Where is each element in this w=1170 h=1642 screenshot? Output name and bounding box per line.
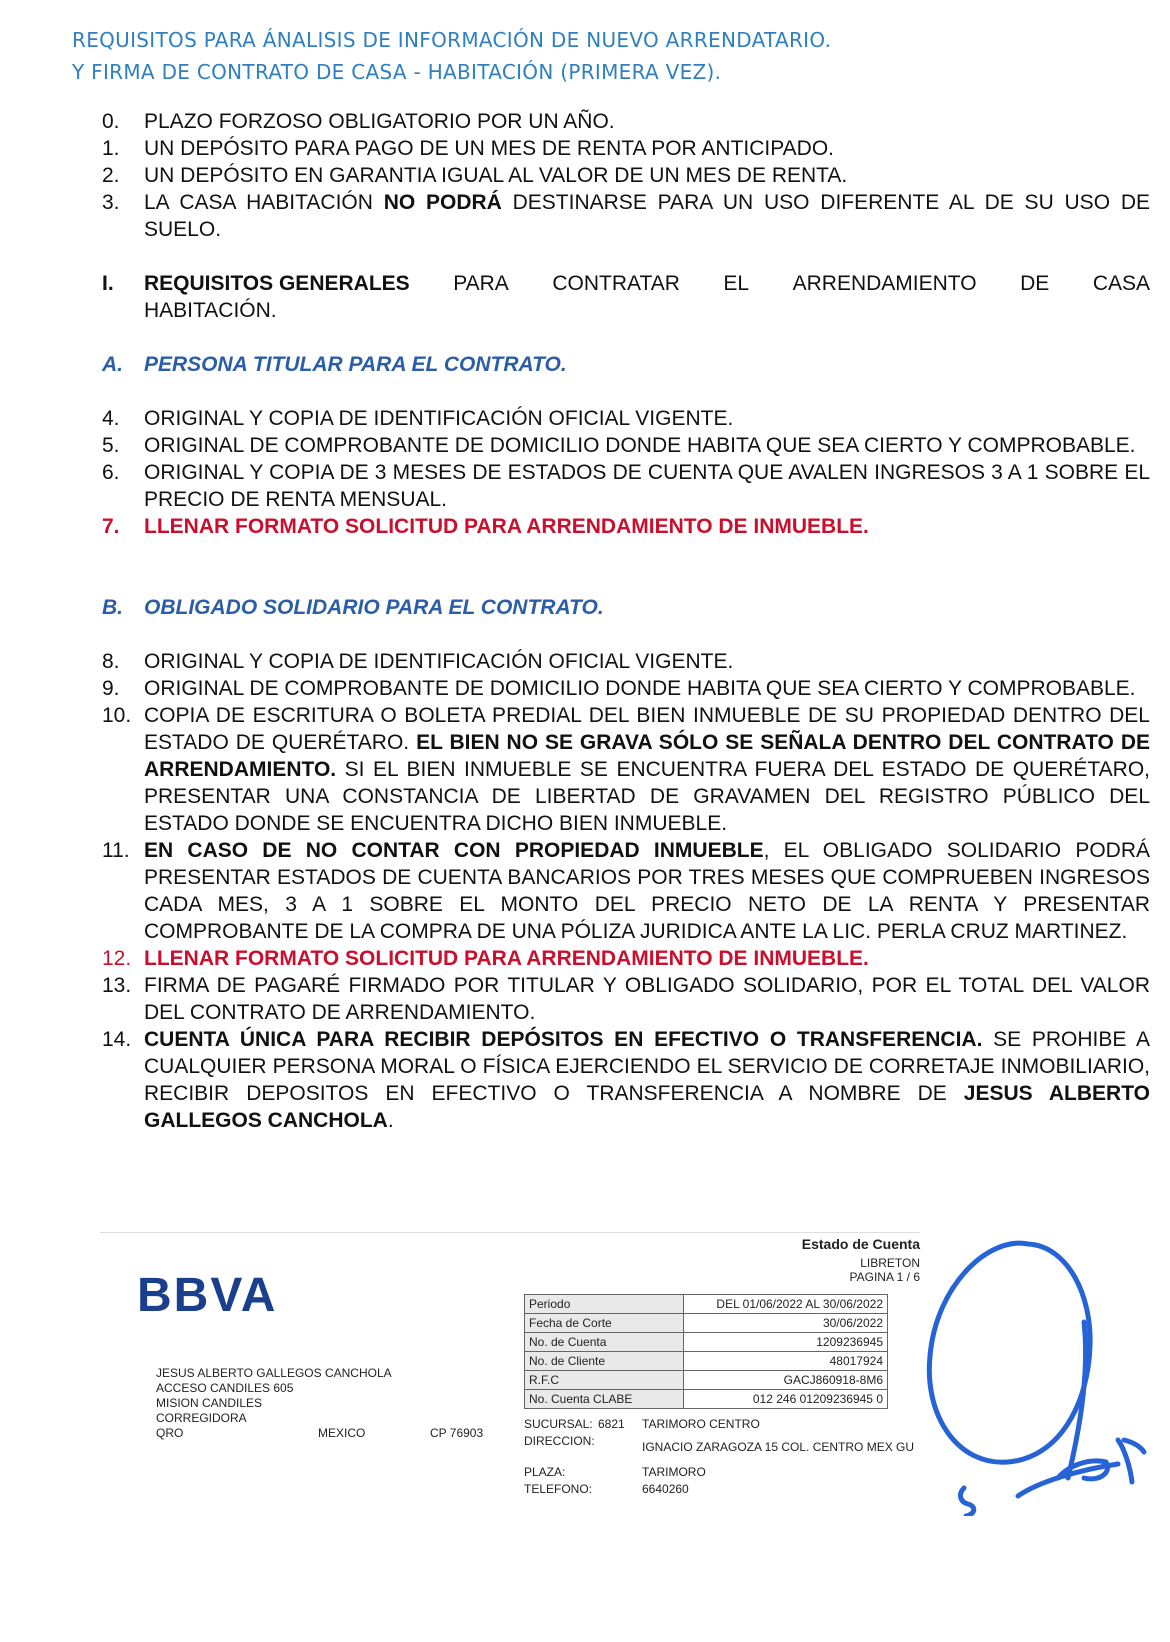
bold-segment: EL BIEN NO SE GRAVA SÓLO SE SEÑALA DENTRO DEL CONTRATO DE ARRENDAMIENTO. [144,731,1150,781]
list-item [0,1026,1170,1134]
list-item [0,405,1170,432]
section-title-text: OBLIGADO SOLIDARIO PARA EL CONTRATO. [144,596,604,619]
account-info-table [524,1294,888,1409]
row-value: 30/06/2022 [684,1314,888,1333]
row-label: No. de Cuenta [525,1333,684,1352]
item-text: FIRMA DE PAGARÉ FIRMADO POR TITULAR Y OBLIGADO SOLIDARIO, POR EL TOTAL DEL VALOR DEL CONTRATO DE ARRENDAMIENTO. [144,974,1150,1024]
item-text: ORIGINAL Y COPIA DE IDENTIFICACIÓN OFICIAL VIGENTE. [144,407,734,430]
phone-label: TELEFONO: [524,1482,593,1496]
plaza-label: PLAZA: [524,1465,566,1479]
item-text [144,1026,1150,1134]
item-number: 1. [102,137,120,160]
list-item [0,189,1170,243]
item-number: 5. [102,434,120,457]
holder-city: CORREGIDORA [156,1411,247,1425]
bold-segment: EN CASO DE NO CONTAR CON PROPIEDAD INMUEBLE [144,839,764,862]
item-number: 10. [102,704,132,727]
list-item [0,702,1170,837]
heading-word: ARRENDAMIENTO [792,272,977,295]
row-value: DEL 01/06/2022 AL 30/06/2022 [684,1295,888,1314]
heading-word: DE [1020,272,1050,295]
list-item [0,432,1170,459]
statement-title: Estado de Cuenta [801,1236,920,1252]
branch-number: 6821 [598,1417,625,1431]
branch-name: TARIMORO CENTRO [642,1417,760,1431]
row-value: 012 246 01209236945 0 [684,1390,888,1409]
bold-segment: NO PODRÁ [383,191,502,214]
table-row [525,1314,888,1333]
list-item-highlight [0,513,1170,540]
item-text: ORIGINAL DE COMPROBANTE DE DOMICILIO DONDE HABITA QUE SEA CIERTO Y COMPROBABLE. [144,434,1136,457]
phone-value: 6640260 [642,1482,689,1496]
row-label: No. Cuenta CLABE [525,1390,684,1409]
holder-postal-code: CP 76903 [430,1426,484,1440]
holder-state: QRO [156,1426,184,1440]
holder-colony: MISION CANDILES [156,1396,263,1410]
list-item [0,459,1170,513]
plaza-value: TARIMORO [642,1465,706,1479]
text-segment: SE PROHIBE A CUALQUIER PERSONA MORAL O FÍSICA EJERCIENDO EL SERVICIO DE CORRETAJE INMOBILIARIO, RECIBIR DEPOSITOS EN EFECTIVO O TRANSFERENCIA A NOMBRE DE [144,1028,1150,1105]
item-number: 7. [102,515,120,538]
list-item-highlight [0,945,1170,972]
item-number: 9. [102,677,120,700]
heading-word: PARA [453,272,509,295]
row-value: GACJ860918-8M6 [684,1371,888,1390]
item-text: PLAZO FORZOSO OBLIGATORIO POR UN AÑO. [144,110,615,133]
row-label: No. de Cliente [525,1352,684,1371]
item-number: 6. [102,461,120,484]
row-label: Fecha de Corte [525,1314,684,1333]
header-line-2: Y FIRMA DE CONTRATO DE CASA - HABITACIÓN (PRIMERA VEZ). [72,60,722,84]
section-b-title [0,594,1170,621]
row-label: R.F.C [525,1371,684,1390]
bold-segment: CUENTA ÚNICA PARA RECIBIR DEPÓSITOS EN EFECTIVO O TRANSFERENCIA. [144,1028,983,1051]
table-row [525,1352,888,1371]
header-line-1: REQUISITOS PARA ÁNALISIS DE INFORMACIÓN DE NUEVO ARRENDATARIO. [72,28,832,52]
item-number: 0. [102,110,120,133]
item-text [144,837,1150,945]
general-requirements-heading [0,270,1170,324]
item-text: UN DEPÓSITO EN GARANTIA IGUAL AL VALOR DE UN MES DE RENTA. [144,164,848,187]
document-header [72,24,831,88]
heading-word: EL [723,272,750,295]
address-label: DIRECCION: [524,1434,595,1448]
table-row [525,1295,888,1314]
list-item [0,108,1170,135]
item-text: ORIGINAL DE COMPROBANTE DE DOMICILIO DONDE HABITA QUE SEA CIERTO Y COMPROBABLE. [144,677,1136,700]
item-number: 13. [102,974,132,997]
requirements-body [0,108,1170,1134]
item-text: UN DEPÓSITO PARA PAGO DE UN MES DE RENTA POR ANTICIPADO. [144,137,835,160]
section-number: B. [102,596,123,619]
section-a-title [0,351,1170,378]
table-row [525,1390,888,1409]
list-item [0,162,1170,189]
holder-country: MEXICO [318,1426,366,1440]
item-number: 4. [102,407,120,430]
table-row [525,1333,888,1352]
list-item [0,135,1170,162]
holder-address [156,1366,483,1441]
item-number: 3. [102,191,120,214]
heading-word: CONTRATAR [552,272,680,295]
text-segment: , EL OBLIGADO SOLIDARIO PODRÁ PRESENTAR ESTADOS DE CUENTA BANCARIOS POR TRES MESES QUE COMPRUEBEN INGRESOS CADA MES, 3 A 1 SOBRE EL MONTO DEL PRECIO NETO DE LA RENTA Y PRESENTAR COMPROBANTE DE LA COMPRA DE UNA PÓLIZA JURIDICA ANTE LA LIC. PERLA CRUZ MARTINEZ. [144,839,1150,943]
text-segment: COPIA DE ESCRITURA O BOLETA PREDIAL DEL BIEN INMUEBLE DE SU PROPIEDAD DENTRO DEL ESTADO DE QUERÉTARO. [144,704,1150,754]
item-text [144,702,1150,837]
item-text: ORIGINAL Y COPIA DE IDENTIFICACIÓN OFICIAL VIGENTE. [144,650,734,673]
text-segment: LA CASA HABITACIÓN [144,191,384,214]
item-number: 11. [102,839,130,862]
account-type: LIBRETON [860,1256,920,1270]
row-label: Periodo [525,1295,684,1314]
bbva-logo: BBVA [137,1269,278,1322]
page-indicator: PAGINA 1 / 6 [849,1270,920,1284]
handwritten-signature [918,1226,1158,1516]
bold-segment: JESUS ALBERTO GALLEGOS CANCHOLA [144,1082,1150,1132]
section-number: A. [102,353,123,376]
holder-street: ACCESO CANDILES 605 [156,1381,294,1395]
bold-segment: REQUISITOS GENERALES [144,272,410,295]
branch-info [524,1416,914,1498]
statement-subtitle [850,1256,920,1284]
item-text: ORIGINAL Y COPIA DE 3 MESES DE ESTADOS DE CUENTA QUE AVALEN INGRESOS 3 A 1 SOBRE EL PRECIO DE RENTA MENSUAL. [144,461,1150,511]
list-item [0,675,1170,702]
item-number: 8. [102,650,120,673]
list-item [0,837,1170,945]
row-value: 1209236945 [684,1333,888,1352]
item-text: LLENAR FORMATO SOLICITUD PARA ARRENDAMIENTO DE INMUEBLE. [144,947,869,970]
bank-statement-excerpt [100,1232,920,1512]
heading-word: CASA [1092,272,1150,295]
holder-name: JESUS ALBERTO GALLEGOS CANCHOLA [156,1366,392,1380]
section-number: I. [102,272,114,295]
row-value: 48017924 [684,1352,888,1371]
table-row [525,1371,888,1390]
text-segment: . [387,1109,394,1132]
heading-line-2: HABITACIÓN. [144,299,277,322]
text-segment: DESTINARSE PARA UN USO DIFERENTE AL DE SU USO DE SUELO. [144,191,1150,241]
branch-label: SUCURSAL: [524,1417,593,1431]
item-text: LLENAR FORMATO SOLICITUD PARA ARRENDAMIENTO DE INMUEBLE. [144,515,869,538]
item-number: 2. [102,164,120,187]
text-segment: SI EL BIEN INMUEBLE SE ENCUENTRA FUERA DEL ESTADO DE QUERÉTARO, PRESENTAR UNA CONSTANCIA DE LIBERTAD DE GRAVAMEN DEL REGISTRO PÚBLICO DEL ESTADO DONDE SE ENCUENTRA DICHO BIEN INMUEBLE. [144,758,1150,835]
section-title-text: PERSONA TITULAR PARA EL CONTRATO. [144,353,567,376]
list-item [0,648,1170,675]
item-text [144,189,1150,243]
item-number: 12. [102,947,132,970]
list-item [0,972,1170,1026]
branch-address: IGNACIO ZARAGOZA 15 COL. CENTRO MEX GU [642,1440,915,1454]
item-number: 14. [102,1028,132,1051]
